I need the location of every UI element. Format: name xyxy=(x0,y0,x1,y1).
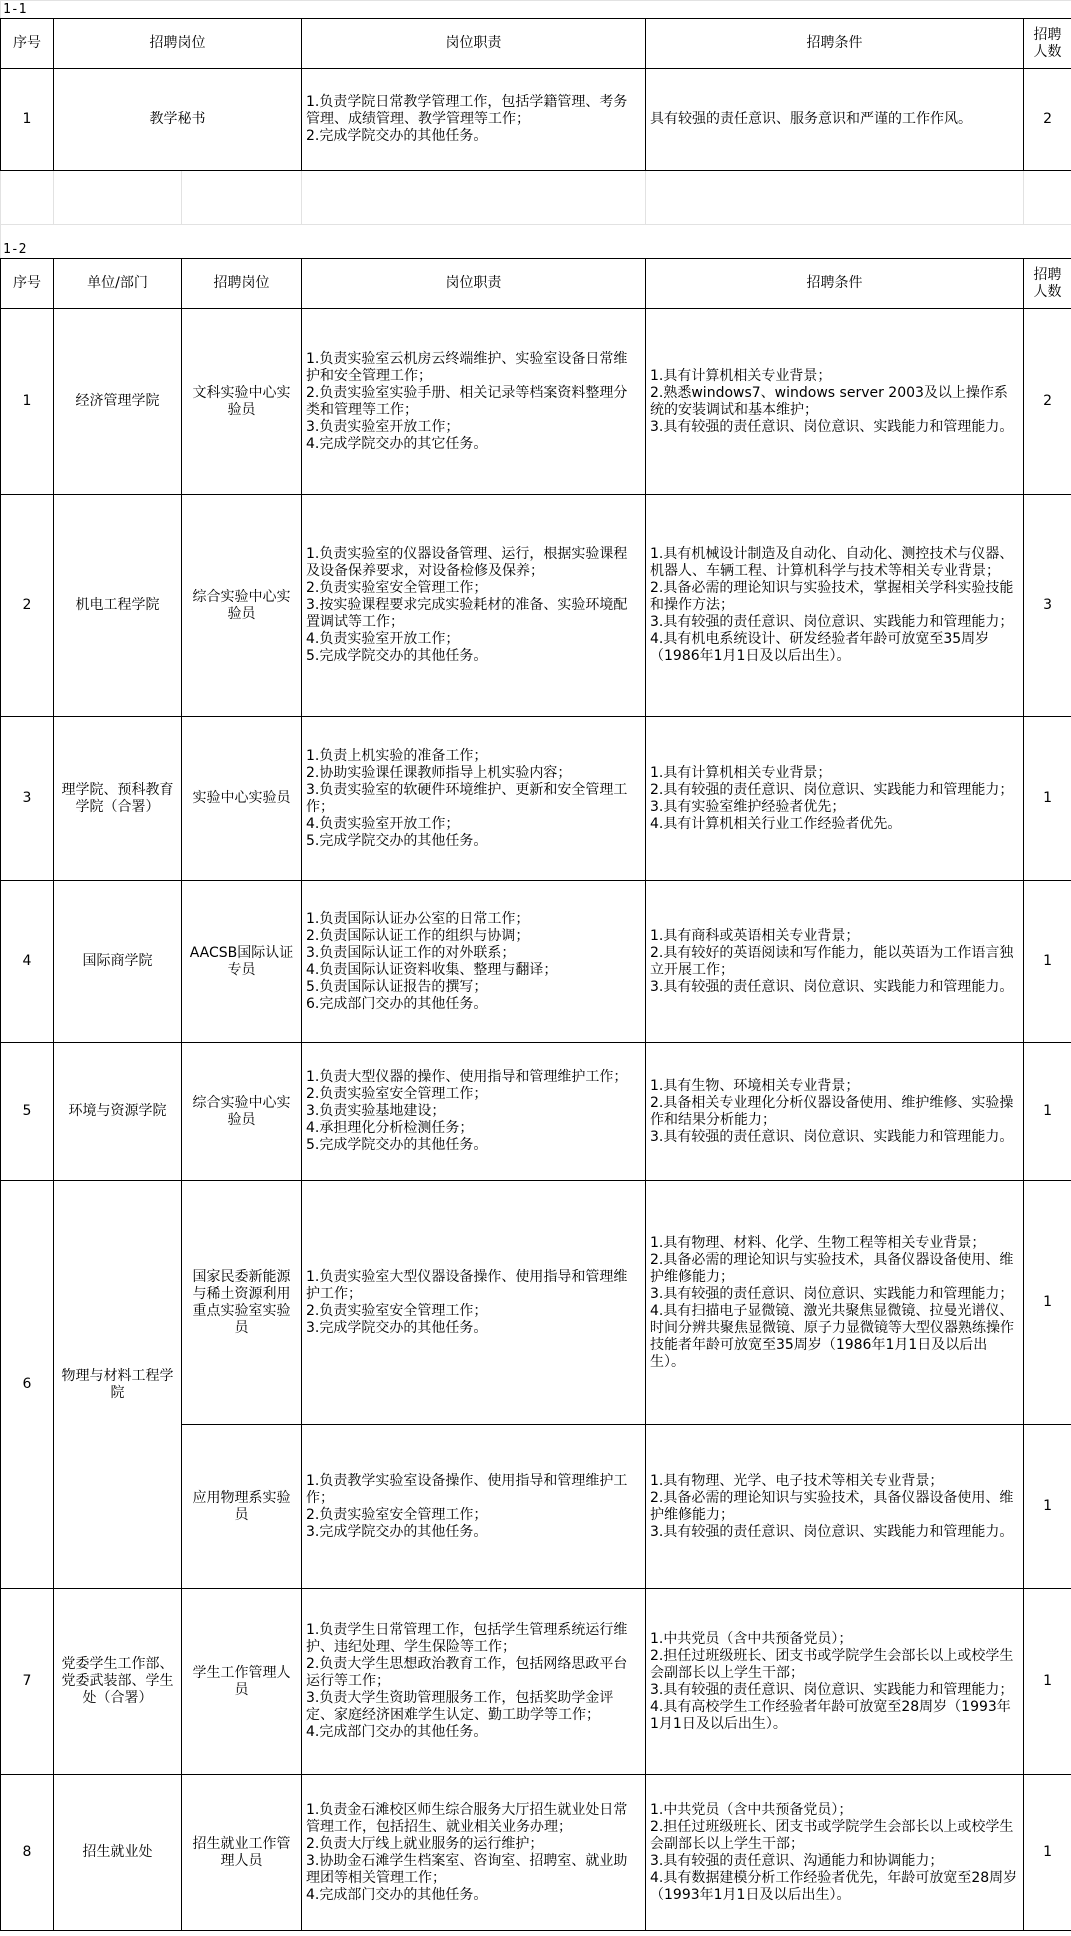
text-line: 3.具有较强的责任意识、岗位意识、实践能力和管理能力； xyxy=(650,614,1014,630)
text-line: 1.具有物理、光学、电子技术等相关专业背景； xyxy=(650,1472,944,1489)
header-position: 招聘岗位 xyxy=(54,19,302,69)
row-count: 1 xyxy=(1024,1589,1071,1775)
row-requirements xyxy=(646,717,1024,881)
row-duties xyxy=(302,1425,646,1589)
text-line: 2.负责实验室安全管理工作； xyxy=(306,1086,488,1102)
row-duties xyxy=(302,881,646,1043)
text-line: 3.具有较强的责任意识、岗位意识、实践能力和管理能力。 xyxy=(650,418,1014,435)
row-count: 2 xyxy=(1024,69,1071,171)
row-no: 8 xyxy=(1,1775,54,1931)
text-line: 2.担任过班级班长、团支书或学院学生会部长以上或校学生会副部长以上学生干部； xyxy=(650,1818,1014,1852)
text-line: 1.具有机械设计制造及自动化、自动化、测控技术与仪器、机器人、车辆工程、计算机科学与技术等相关专业背景； xyxy=(650,546,1014,579)
text-line: 4.负责国际认证资料收集、整理与翻译； xyxy=(306,961,558,978)
text-line: 3.具有较强的责任意识、岗位意识、实践能力和管理能力。 xyxy=(650,1128,1014,1145)
text-line: 1.负责学院日常教学管理工作，包括学籍管理、考务管理、成绩管理、教学管理等工作； xyxy=(306,94,628,127)
header-requirements: 招聘条件 xyxy=(646,259,1024,309)
text-line: 3.按实验课程要求完成实验耗材的准备、实验环境配置调试等工作； xyxy=(306,597,628,630)
row-count: 2 xyxy=(1024,309,1071,495)
row-duties xyxy=(302,309,646,495)
text-line: 4.具有高校学生工作经验者年龄可放宽至28周岁（1993年1月1日及以后出生）。 xyxy=(650,1698,1011,1732)
header-duties: 岗位职责 xyxy=(302,259,646,309)
row-position: 综合实验中心实验员 xyxy=(182,495,302,717)
text-line: 2.具有较强的责任意识、岗位意识、实践能力和管理能力； xyxy=(650,781,1014,798)
text-line: 2.具有较好的英语阅读和写作能力，能以英语为工作语言独立开展工作； xyxy=(650,944,1014,978)
row-position: AACSB国际认证专员 xyxy=(182,881,302,1043)
row-requirements xyxy=(646,1589,1024,1775)
row-unit: 国际商学院 xyxy=(54,881,182,1043)
text-line: 1.具有商科或英语相关专业背景； xyxy=(650,927,860,944)
row-duties xyxy=(302,1775,646,1931)
row-duties xyxy=(302,495,646,717)
header-requirements: 招聘条件 xyxy=(646,19,1024,69)
text-line: 4.负责实验室开放工作； xyxy=(306,631,460,647)
text-line: 2.负责大厅线上就业服务的运行维护； xyxy=(306,1835,544,1852)
row-position: 学生工作管理人员 xyxy=(182,1589,302,1775)
text-line: 3.协助金石滩学生档案室、咨询室、招聘室、就业助理团等相关管理工作； xyxy=(306,1852,628,1886)
row-duties xyxy=(302,1043,646,1181)
row-no: 7 xyxy=(1,1589,54,1775)
text-line: 具有较强的责任意识、服务意识和严谨的工作作风。 xyxy=(650,111,972,127)
text-line: 2.熟悉windows7、windows server 2003及以上操作系统的安装调试和基本维护； xyxy=(650,384,1008,418)
row-requirements xyxy=(646,309,1024,495)
text-line: 2.担任过班级班长、团支书或学院学生会部长以上或校学生会副部长以上学生干部； xyxy=(650,1647,1014,1681)
row-unit: 党委学生工作部、党委武装部、学生处（合署） xyxy=(54,1589,182,1775)
text-line: 1.具有生物、环境相关专业背景； xyxy=(650,1077,860,1094)
text-line: 1.负责教学实验室设备操作、使用指导和管理维护工作； xyxy=(306,1472,628,1506)
header-no: 序号 xyxy=(1,259,54,309)
text-line: 1.负责大型仪器的操作、使用指导和管理维护工作； xyxy=(306,1069,628,1085)
text-line: 3.完成学院交办的其他任务。 xyxy=(306,1319,488,1336)
text-line: 2.具备必需的理论知识与实验技术，具备仪器设备使用、维护维修能力； xyxy=(650,1251,1014,1285)
row-no: 5 xyxy=(1,1043,54,1181)
text-line: 4.负责实验室开放工作； xyxy=(306,815,460,832)
row-count: 1 xyxy=(1024,881,1071,1043)
row-unit: 经济管理学院 xyxy=(54,309,182,495)
text-line: 1.负责国际认证办公室的日常工作； xyxy=(306,910,530,927)
text-line: 2.负责实验室安全管理工作； xyxy=(306,580,488,596)
text-line: 2.负责大学生思想政治教育工作，包括网络思政平台运行等工作； xyxy=(306,1656,628,1689)
text-line: 2.负责实验室实验手册、相关记录等档案资料整理分类和管理等工作； xyxy=(306,384,628,418)
row-position: 招生就业工作管理人员 xyxy=(182,1775,302,1931)
text-line: 2.协助实验课任课教师指导上机实验内容； xyxy=(306,764,572,781)
header-count: 招聘人数 xyxy=(1024,19,1071,69)
row-position: 教学秘书 xyxy=(54,69,302,171)
row-requirements xyxy=(646,881,1024,1043)
text-line: 6.完成部门交办的其他任务。 xyxy=(306,995,488,1012)
row-position: 国家民委新能源与稀土资源利用重点实验室实验员 xyxy=(182,1181,302,1425)
row-unit: 机电工程学院 xyxy=(54,495,182,717)
row-duties xyxy=(302,1589,646,1775)
row-count: 1 xyxy=(1024,1181,1071,1425)
text-line: 4.具有计算机相关行业工作经验者优先。 xyxy=(650,815,902,832)
row-requirements xyxy=(646,1425,1024,1589)
text-line: 3.负责大学生资助管理服务工作，包括奖助学金评定、家庭经济困难学生认定、勤工助学等工作； xyxy=(306,1690,614,1723)
text-line: 1.具有计算机相关专业背景； xyxy=(650,764,832,781)
section-2-label: 1-2 xyxy=(1,225,1071,259)
table-row xyxy=(1,881,1071,1043)
row-count: 1 xyxy=(1024,1425,1071,1589)
row-requirements xyxy=(646,1181,1024,1425)
spacer-row xyxy=(1,171,1071,225)
table-row xyxy=(1,495,1071,717)
text-line: 3.具有较强的责任意识、沟通能力和协调能力； xyxy=(650,1852,944,1869)
row-no: 1 xyxy=(1,69,54,171)
row-position: 实验中心实验员 xyxy=(182,717,302,881)
text-line: 4.完成学院交办的其它任务。 xyxy=(306,435,488,452)
header-count: 招聘人数 xyxy=(1024,259,1071,309)
text-line: 4.完成部门交办的其他任务。 xyxy=(306,1886,488,1903)
text-line: 4.具有机电系统设计、研发经验者年龄可放宽至35周岁（1986年1月1日及以后出生）。 xyxy=(650,631,990,664)
text-line: 1.具有计算机相关专业背景； xyxy=(650,367,832,384)
text-line: 4.具有数据建模分析工作经验者优先，年龄可放宽至28周岁（1993年1月1日及以后出生）。 xyxy=(650,1869,1018,1903)
table-row xyxy=(1,717,1071,881)
section-1-header-row xyxy=(1,19,1071,69)
row-position: 应用物理系实验员 xyxy=(182,1425,302,1589)
text-line: 2.具备必需的理论知识与实验技术，掌握相关学科实验技能和操作方法； xyxy=(650,580,1014,613)
text-line: 4.完成部门交办的其他任务。 xyxy=(306,1724,488,1740)
table-row xyxy=(1,1181,1071,1425)
row-unit: 环境与资源学院 xyxy=(54,1043,182,1181)
row-position: 文科实验中心实验员 xyxy=(182,309,302,495)
text-line: 3.具有较强的责任意识、岗位意识、实践能力和管理能力。 xyxy=(650,1523,1014,1540)
header-duties: 岗位职责 xyxy=(302,19,646,69)
row-no: 1 xyxy=(1,309,54,495)
row-no: 6 xyxy=(1,1181,54,1589)
text-line: 4.具有扫描电子显微镜、激光共聚焦显微镜、拉曼光谱仪、时间分辨共聚焦显微镜、原子力显微镜等大型仪器熟练操作技能者年龄可放宽至35周岁（1986年1月1日及以后出生）。 xyxy=(650,1302,1014,1370)
text-line: 1.负责实验室的仪器设备管理、运行，根据实验课程及设备保养要求，对设备检修及保养； xyxy=(306,546,628,579)
row-no: 2 xyxy=(1,495,54,717)
text-line: 1.具有物理、材料、化学、生物工程等相关专业背景； xyxy=(650,1234,986,1251)
header-position: 招聘岗位 xyxy=(182,259,302,309)
section-1-caption-row xyxy=(1,1,1071,19)
text-line: 3.负责实验室的软硬件环境维护、更新和安全管理工作； xyxy=(306,781,628,815)
section-2-caption-row xyxy=(1,225,1071,259)
text-line: 2.完成学院交办的其他任务。 xyxy=(306,128,488,144)
row-unit: 理学院、预科教育学院（合署） xyxy=(54,717,182,881)
table-row xyxy=(1,1775,1071,1931)
row-no: 4 xyxy=(1,881,54,1043)
row-unit: 招生就业处 xyxy=(54,1775,182,1931)
text-line: 2.具备必需的理论知识与实验技术，具备仪器设备使用、维护维修能力； xyxy=(650,1489,1014,1523)
row-no: 3 xyxy=(1,717,54,881)
row-duties xyxy=(302,717,646,881)
row-requirements xyxy=(646,1043,1024,1181)
text-line: 3.负责国际认证工作的对外联系； xyxy=(306,944,516,961)
table-row xyxy=(1,69,1071,171)
table-row xyxy=(1,1589,1071,1775)
row-duties xyxy=(302,1181,646,1425)
text-line: 3.负责实验基地建设； xyxy=(306,1103,446,1119)
text-line: 2.负责实验室安全管理工作； xyxy=(306,1506,488,1523)
table-row xyxy=(1,309,1071,495)
header-no: 序号 xyxy=(1,19,54,69)
text-line: 3.负责实验室开放工作； xyxy=(306,418,460,435)
text-line: 2.负责国际认证工作的组织与协调； xyxy=(306,927,530,944)
row-requirements xyxy=(646,69,1024,171)
text-line: 1.负责学生日常管理工作，包括学生管理系统运行维护、违纪处理、学生保险等工作； xyxy=(306,1622,628,1655)
text-line: 4.承担理化分析检测任务； xyxy=(306,1120,474,1136)
text-line: 1.负责金石滩校区师生综合服务大厅招生就业处日常管理工作，包括招生、就业相关业务办理； xyxy=(306,1801,628,1835)
text-line: 1.中共党员（含中共预备党员）； xyxy=(650,1801,853,1818)
row-count: 1 xyxy=(1024,1043,1071,1181)
row-requirements xyxy=(646,495,1024,717)
text-line: 3.具有较强的责任意识、岗位意识、实践能力和管理能力； xyxy=(650,1285,1014,1302)
text-line: 5.完成学院交办的其他任务。 xyxy=(306,832,488,849)
text-line: 3.具有较强的责任意识、岗位意识、实践能力和管理能力。 xyxy=(650,978,1014,995)
text-line: 1.负责上机实验的准备工作； xyxy=(306,747,488,764)
text-line: 1.中共党员（含中共预备党员）； xyxy=(650,1630,853,1647)
text-line: 5.完成学院交办的其他任务。 xyxy=(306,648,488,664)
row-count: 1 xyxy=(1024,717,1071,881)
text-line: 5.负责国际认证报告的撰写； xyxy=(306,978,488,995)
text-line: 1.负责实验室大型仪器设备操作、使用指导和管理维护工作； xyxy=(306,1268,628,1302)
text-line: 3.具有较强的责任意识、岗位意识、实践能力和管理能力； xyxy=(650,1681,1014,1698)
row-unit: 物理与材料工程学院 xyxy=(54,1181,182,1589)
text-line: 1.负责实验室云机房云终端维护、实验室设备日常维护和安全管理工作； xyxy=(306,350,628,384)
text-line: 2.负责实验室安全管理工作； xyxy=(306,1302,488,1319)
row-count: 1 xyxy=(1024,1775,1071,1931)
text-line: 5.完成学院交办的其他任务。 xyxy=(306,1137,488,1153)
section-1-label: 1-1 xyxy=(1,1,1071,19)
text-line: 2.具备相关专业理化分析仪器设备使用、维护维修、实验操作和结果分析能力； xyxy=(650,1094,1014,1128)
row-requirements xyxy=(646,1775,1024,1931)
header-unit: 单位/部门 xyxy=(54,259,182,309)
table-row xyxy=(1,1043,1071,1181)
section-2-header-row xyxy=(1,259,1071,309)
text-line: 3.具有实验室维护经验者优先； xyxy=(650,798,846,815)
row-duties xyxy=(302,69,646,171)
row-count: 3 xyxy=(1024,495,1071,717)
text-line: 3.完成学院交办的其他任务。 xyxy=(306,1523,488,1540)
row-position: 综合实验中心实验员 xyxy=(182,1043,302,1181)
